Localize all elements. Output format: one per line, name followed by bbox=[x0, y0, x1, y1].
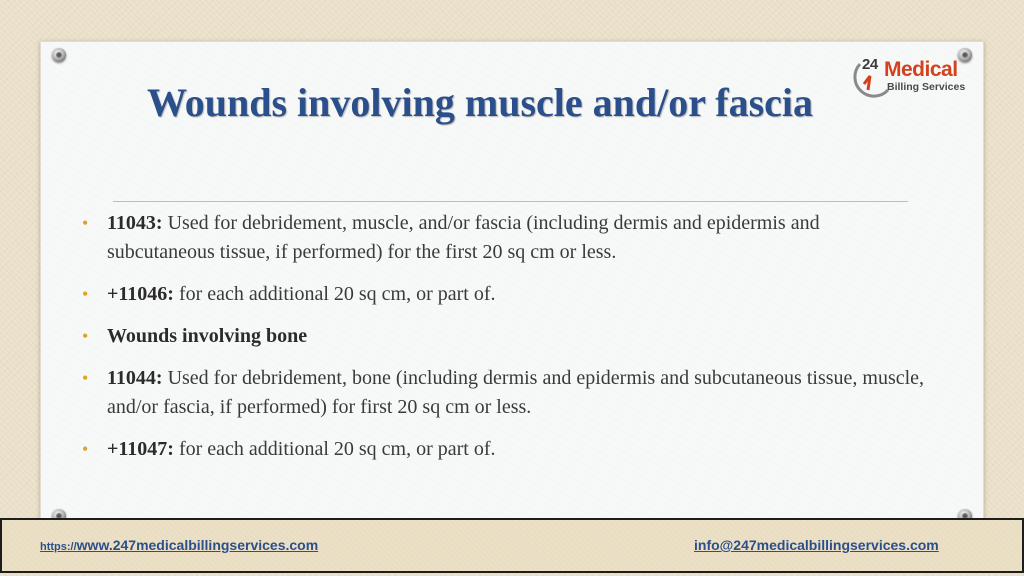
logo-number: 24 bbox=[862, 56, 878, 73]
code-label: 11043: bbox=[107, 212, 163, 234]
website-url: www.247medicalbillingservices.com bbox=[76, 537, 319, 553]
email-link[interactable]: info@247medicalbillingservices.com bbox=[694, 537, 939, 553]
bullet-icon: • bbox=[82, 368, 89, 388]
slide-title: Wounds involving muscle and/or fascia bbox=[146, 80, 814, 125]
bullet-icon: • bbox=[82, 213, 89, 233]
bullet-icon: • bbox=[82, 326, 89, 346]
list-item bbox=[82, 280, 932, 309]
footer-bar bbox=[0, 518, 1024, 573]
bullet-list bbox=[82, 209, 932, 477]
code-label: +11047: bbox=[107, 438, 174, 460]
list-item bbox=[82, 364, 932, 422]
website-link[interactable] bbox=[40, 537, 318, 553]
section-heading: Wounds involving bone bbox=[107, 325, 308, 347]
logo-subtitle: Billing Services bbox=[887, 81, 966, 93]
pin-icon bbox=[52, 48, 66, 62]
code-description: for each additional 20 sq cm, or part of. bbox=[173, 283, 496, 305]
bullet-icon: • bbox=[82, 284, 89, 304]
list-item bbox=[82, 322, 932, 351]
list-item bbox=[82, 209, 932, 267]
code-description: Used for debridement, muscle, and/or fascia (including dermis and epidermis and subcutaneous tissue, if performed) for the first 20 sq cm or less. bbox=[107, 212, 820, 263]
code-description: Used for debridement, bone (including dermis and epidermis and subcutaneous tissue, muscle, and/or fascia, if performed) for first 20 sq cm or less. bbox=[107, 367, 925, 418]
code-description: for each additional 20 sq cm, or part of. bbox=[173, 438, 496, 460]
title-divider bbox=[113, 201, 908, 202]
bullet-icon: • bbox=[82, 439, 89, 459]
logo-name: Medical bbox=[884, 58, 958, 81]
website-prefix: https:// bbox=[40, 541, 77, 553]
code-label: 11044: bbox=[107, 367, 163, 389]
list-item bbox=[82, 435, 932, 464]
code-label: +11046: bbox=[107, 283, 174, 305]
